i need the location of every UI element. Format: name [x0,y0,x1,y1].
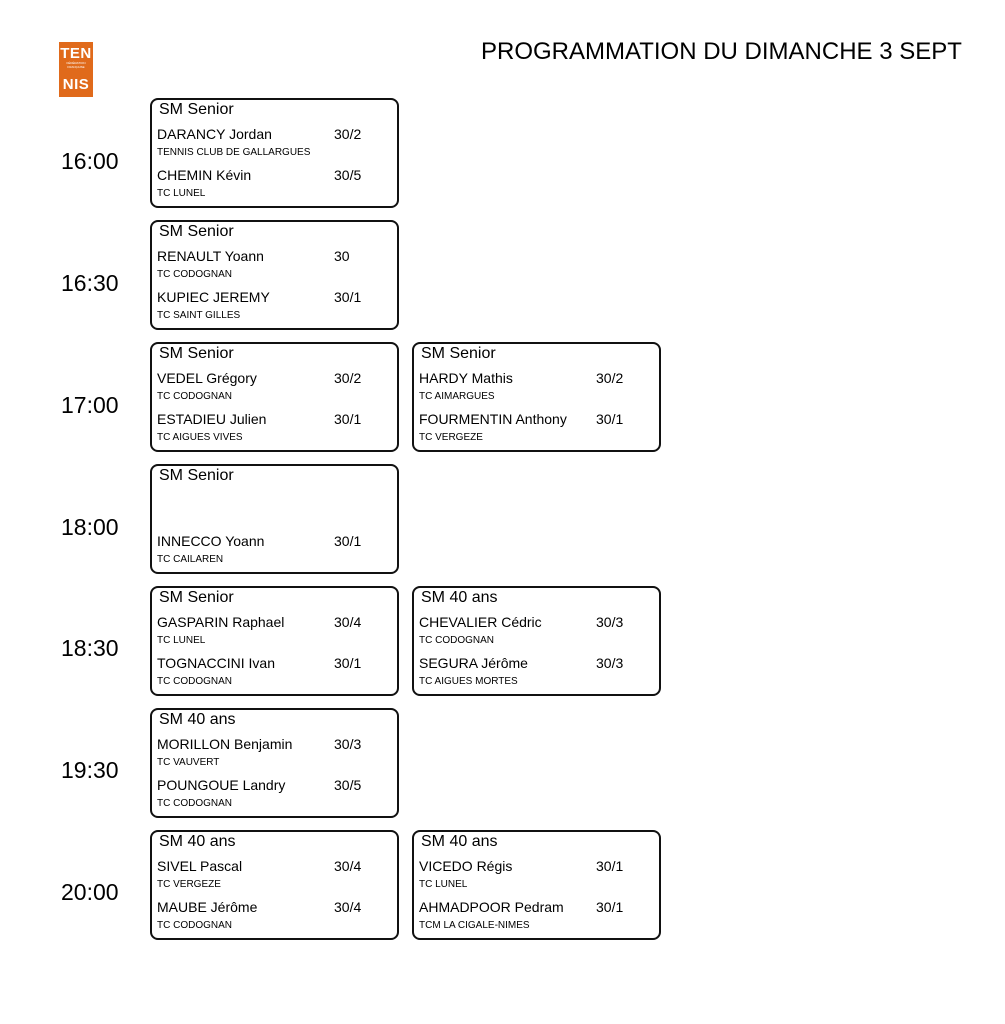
page-title: PROGRAMMATION DU DIMANCHE 3 SEPT [481,38,962,65]
player2-ranking: 30/5 [334,777,362,793]
match-card[interactable] [150,464,399,574]
match-category: SM 40 ans [421,589,498,606]
player2-name: INNECCO Yoann [157,533,265,549]
player2-club: TC LUNEL [157,188,206,199]
player2-name: KUPIEC JEREMY [157,289,270,305]
logo-text-bottom: NIS [62,76,90,93]
player1-club: TC VERGEZE [157,879,221,890]
player1-club: TC CODOGNAN [419,635,494,646]
match-card[interactable] [150,98,399,208]
match-card[interactable] [150,342,399,452]
time-slot-label: 20:00 [61,879,119,905]
match-category: SM 40 ans [421,833,498,850]
player2-name: TOGNACCINI Ivan [157,655,275,671]
player2-name: MAUBE Jérôme [157,899,258,915]
player2-club: TC AIGUES MORTES [419,676,518,687]
player2-club: TC CODOGNAN [157,676,232,687]
player1-name: GASPARIN Raphael [157,614,285,630]
player1-name: HARDY Mathis [419,370,513,386]
player2-club: TC AIGUES VIVES [157,432,243,443]
player2-ranking: 30/3 [596,655,624,671]
player1-ranking: 30 [334,248,350,264]
player2-club: TC VERGEZE [419,432,483,443]
player2-club: TC CODOGNAN [157,798,232,809]
time-slot-label: 18:00 [61,514,119,540]
player1-name: DARANCY Jordan [157,126,272,142]
player2-ranking: 30/1 [334,289,362,305]
player1-name: RENAULT Yoann [157,248,264,264]
player2-club: TC CODOGNAN [157,920,232,931]
player2-ranking: 30/1 [334,411,362,427]
player1-name: VEDEL Grégory [157,370,257,386]
player1-name: CHEVALIER Cédric [419,614,542,630]
match-category: SM Senior [159,467,234,484]
match-card[interactable] [150,586,399,696]
player1-ranking: 30/4 [334,614,362,630]
player2-name: FOURMENTIN Anthony [419,411,567,427]
player1-club: TC CODOGNAN [157,269,232,280]
time-slot-label: 17:00 [61,392,119,418]
player2-ranking: 30/1 [596,411,624,427]
match-category: SM Senior [159,345,234,362]
player1-ranking: 30/2 [334,126,362,142]
player2-ranking: 30/1 [596,899,624,915]
tennis-logo [59,42,93,97]
match-card[interactable] [150,830,399,940]
player2-club: TC CAILAREN [157,554,224,565]
match-category: SM 40 ans [159,833,236,850]
match-category: SM 40 ans [159,711,236,728]
player2-ranking: 30/4 [334,899,362,915]
player1-ranking: 30/4 [334,858,362,874]
player1-ranking: 30/3 [334,736,362,752]
match-category: SM Senior [421,345,496,362]
player1-ranking: 30/1 [596,858,624,874]
player2-name: POUNGOUE Landry [157,777,286,793]
player1-club: TC CODOGNAN [157,391,232,402]
player2-ranking: 30/1 [334,655,362,671]
player1-name: SIVEL Pascal [157,858,243,874]
player1-ranking: 30/3 [596,614,624,630]
match-category: SM Senior [159,101,234,118]
time-slot-label: 16:00 [61,148,119,174]
player2-ranking: 30/1 [334,533,362,549]
logo-text-federation: FÉDÉRATION FRANÇAISE [66,61,86,69]
player1-club: TENNIS CLUB DE GALLARGUES [157,147,311,158]
player2-name: ESTADIEU Julien [157,411,267,427]
player1-club: TC AIMARGUES [419,391,495,402]
time-slot-label: 18:30 [61,635,119,661]
player1-club: TC VAUVERT [157,757,220,768]
player2-name: CHEMIN Kévin [157,167,252,183]
player1-name: MORILLON Benjamin [157,736,293,752]
logo-text-top: TEN [60,45,92,62]
player1-ranking: 30/2 [596,370,624,386]
player2-club: TCM LA CIGALE-NIMES [419,920,530,931]
player1-ranking: 30/2 [334,370,362,386]
match-category: SM Senior [159,589,234,606]
player1-name: VICEDO Régis [419,858,513,874]
player2-ranking: 30/5 [334,167,362,183]
match-card[interactable] [150,220,399,330]
match-card[interactable] [412,586,661,696]
player1-club: TC LUNEL [157,635,206,646]
player1-club: TC LUNEL [419,879,468,890]
player2-name: SEGURA Jérôme [419,655,528,671]
match-card[interactable] [150,708,399,818]
match-card[interactable] [412,830,661,940]
time-slot-label: 19:30 [61,757,119,783]
player2-name: AHMADPOOR Pedram [419,899,564,915]
time-slot-label: 16:30 [61,270,119,296]
match-category: SM Senior [159,223,234,240]
match-card[interactable] [412,342,661,452]
player2-club: TC SAINT GILLES [157,310,241,321]
